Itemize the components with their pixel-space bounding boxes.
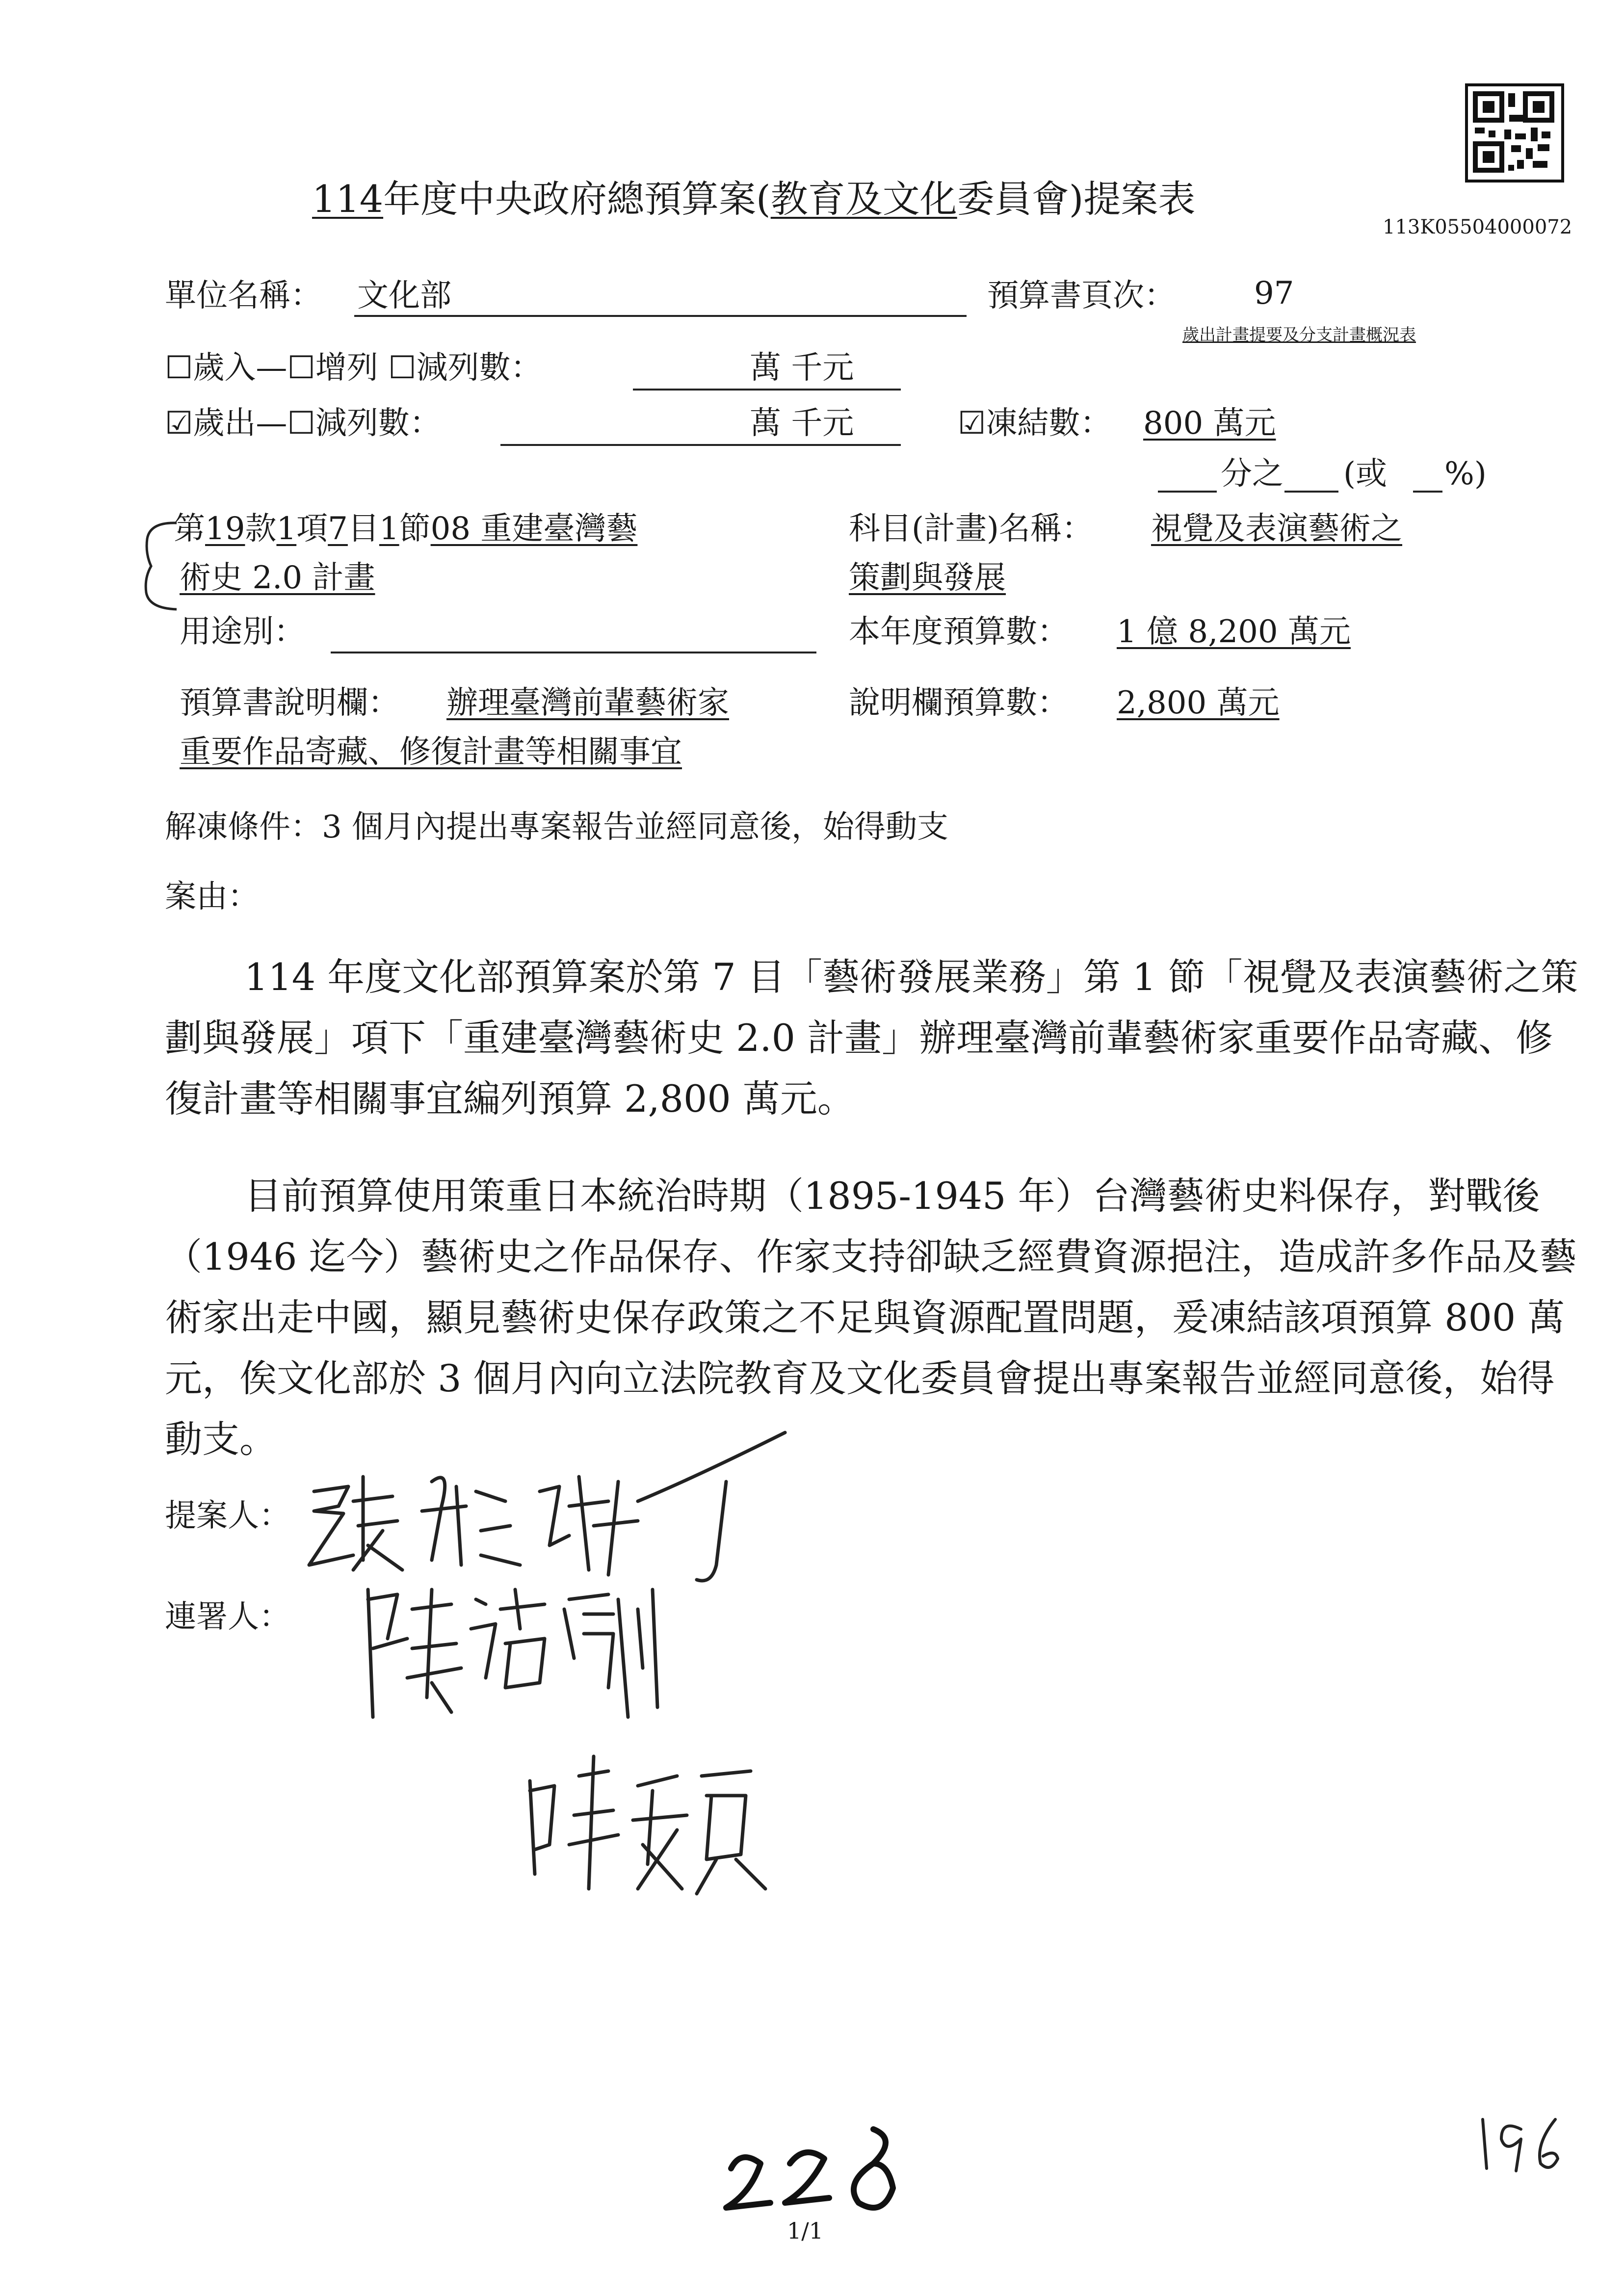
qr-finder (1473, 141, 1504, 173)
cosigner-label: 連署人： (165, 1599, 290, 1635)
title-text-end: 委員會)提案表 (957, 177, 1196, 221)
fraction-label: 分之 (1221, 456, 1283, 492)
reason-paragraph-2: 目前預算使用策重日本統治時期（1895-1945 年）台灣藝術史料保存，對戰後（1946 迄今）藝術史之作品保存、作家支持卻缺乏經費資源挹注，造成許多作品及藝術家出走中國，顯見藝術史保存政策之不足與資源配置問題，爰凍結該項預算 800 萬元，俟文化部於 3 個月內向立法院教育及文化委員會提出專案報告並經同意後，始得動支。 (165, 1174, 1577, 1461)
description-budget-label: 說明欄預算數： (849, 685, 1069, 721)
unit-label: 單位名稱： (165, 278, 322, 314)
plan-name-line2: 術史 2.0 計畫 (180, 560, 375, 596)
fraction-blank-2 (1284, 491, 1338, 493)
handwritten-number-228 (711, 2110, 917, 2222)
percent-blank (1413, 491, 1442, 493)
subject-label: 科目(計畫)名稱： (849, 511, 1093, 547)
page-number-value: 97 (1254, 275, 1294, 312)
unit-value: 文化部 (357, 278, 451, 314)
mu-value: 7 (328, 511, 348, 547)
or-label: (或 (1343, 456, 1387, 492)
kuan-suffix: 款 (245, 511, 277, 547)
page-indicator: 1/1 (787, 2218, 824, 2244)
subject-line1: 視覺及表演藝術之 (1151, 511, 1402, 547)
freeze-label: ☑凍結數： (958, 405, 1112, 442)
cosigner-signature-1 (339, 1570, 682, 1727)
usage-underline (331, 652, 816, 653)
annual-budget-value: 1 億 8,200 萬元 (1117, 614, 1351, 650)
description-line1: 辦理臺灣前輩藝術家 (446, 685, 729, 721)
handwritten-page-196 (1472, 2110, 1565, 2178)
xiang-value: 1 (276, 511, 297, 547)
expense-units: 萬 千元 (750, 405, 854, 442)
jie-suffix: 節 (399, 511, 431, 547)
usage-label: 用途別： (180, 614, 305, 650)
mu-suffix: 目 (347, 511, 379, 547)
unfreeze-condition: 解凍條件：3 個月內提出專案報告並經同意後，始得動支 (165, 809, 949, 845)
document-id: 113K05504000072 (1383, 216, 1572, 238)
description-line2: 重要作品寄藏、修復計畫等相關事宜 (180, 734, 682, 770)
expense-underline (500, 444, 901, 446)
page-number-note: 歲出計畫提要及分支計畫概況表 (1182, 325, 1416, 345)
subject-line2: 策劃與發展 (849, 560, 1006, 596)
kuan-value: 19 (205, 511, 245, 547)
reason-paragraph-1: 114 年度文化部預算案於第 7 目「藝術發展業務」第 1 節「視覺及表演藝術之策劃與發展」項下「重建臺灣藝術史 2.0 計畫」辦理臺灣前輩藝術家重要作品寄藏、修復計畫等相關事宜編列預算 2,800 萬元。 (165, 955, 1578, 1121)
plan-name-line1: 08 重建臺灣藝 (430, 511, 638, 547)
kuan-label: 第 (174, 511, 205, 547)
expense-options: ☑歲出—☐減列數： (165, 405, 441, 442)
reason-label: 案由： (165, 879, 259, 915)
proposer-label: 提案人： (165, 1498, 290, 1534)
unit-underline (354, 315, 967, 317)
freeze-value: 800 萬元 (1143, 405, 1276, 442)
revenue-underline (633, 389, 901, 391)
xiang-suffix: 項 (296, 511, 328, 547)
jie-value: 1 (379, 511, 399, 547)
description-budget-value: 2,800 萬元 (1117, 685, 1280, 721)
title-committee: 教育及文化 (770, 177, 957, 221)
page-number-label: 預算書頁次： (987, 278, 1176, 314)
qr-finder (1473, 91, 1504, 123)
title-text: 年度中央政府總預算案( (383, 177, 771, 221)
percent-label: %) (1444, 456, 1487, 492)
page-title (312, 169, 1195, 223)
item-code (174, 510, 637, 548)
revenue-units: 萬 千元 (750, 350, 854, 386)
revenue-options: ☐歲入—☐增列 ☐減列數： (165, 350, 542, 386)
title-year: 114 (312, 177, 384, 221)
cosigner-signature-2 (520, 1747, 795, 1904)
qr-finder (1523, 91, 1554, 123)
annual-budget-label: 本年度預算數： (849, 614, 1069, 650)
description-label: 預算書說明欄： (180, 685, 399, 721)
qr-code (1465, 83, 1564, 183)
fraction-blank (1158, 491, 1217, 493)
